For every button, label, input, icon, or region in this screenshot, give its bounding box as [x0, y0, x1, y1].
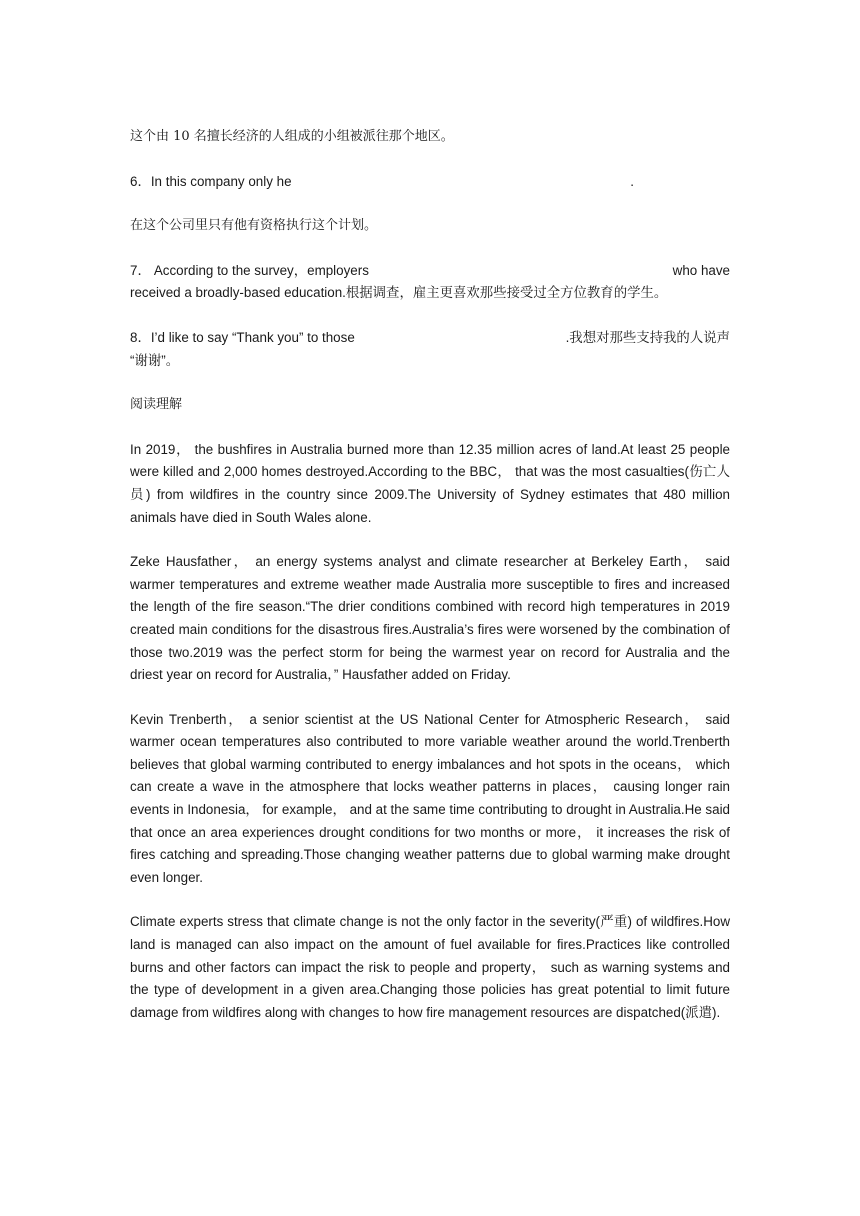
question-6-suffix: .	[630, 173, 634, 189]
passage-paragraph-1: In 2019， the bushfires in Australia burned more than 12.35 million acres of land.At least 25 people were killed and 2,000 homes destroyed.According to the BBC， that was the most casualties(伤亡人员) from wildfires in the country since 2009.The University of Sydney estimates that 480 million animals have died in South Wales alone.	[130, 441, 730, 525]
section-title: 阅读理解	[130, 397, 183, 413]
question-7-prefix: 7． According to the survey，employers	[130, 262, 369, 278]
document-page	[130, 126, 730, 1046]
passage-paragraph-2: Zeke Hausfather， an energy systems analyst and climate researcher at Berkeley Earth， said warmer temperatures and extreme weather made Australia more susceptible to fires and increased the length of the fire season.“The drier conditions combined with record high temperatures in 2019 created main conditions for the disastrous fires.Australia’s fires were worsened by the combination of those two.2019 was the perfect storm for being the warmest year on record for Australia and the driest year on record for Australia，” Hausfather added on Friday.	[130, 554, 730, 683]
question-6-translation: 在这个公司里只有他有资格执行这个计划。	[130, 218, 378, 234]
question-7-suffix: who have	[672, 262, 730, 278]
question-7	[130, 260, 730, 305]
translation-line-team: 这个由 10 名擅长经济的人组成的小组被派往那个地区。	[130, 129, 454, 144]
question-8-prefix: 8．I’d like to say “Thank you” to those	[130, 329, 355, 345]
question-6	[130, 171, 730, 194]
question-8-line2: “谢谢”。	[130, 352, 180, 368]
passage-paragraph-4: Climate experts stress that climate change is not the only factor in the severity(严重) of wildfires.How land is managed can also impact on the amount of fuel available for fires.Practices like controlled burns and other factors can impact the risk to people and property， such as warning systems and the type of development in a given area.Changing those policies has great potential to limit future damage from wildfires along with changes to how fire management resources are dispatched(派遣).	[130, 914, 730, 1020]
passage-paragraph-3: Kevin Trenberth， a senior scientist at the US National Center for Atmospheric Research， said warmer ocean temperatures also contributed to more variable weather around the world.Trenberth believes that global warming contributed to energy imbalances and hot spots in the oceans， which can create a wave in the atmosphere that locks weather patterns in places， causing longer rain events in Indonesia， for example， and at the same time contributing to drought in Australia.He said that once an area experiences drought conditions for two months or more， it increases the risk of fires catching and spreading.Those changing weather patterns due to global warming make drought even longer.	[130, 711, 730, 885]
question-8	[130, 327, 730, 372]
question-8-suffix: .我想对那些支持我的人说声	[565, 329, 730, 345]
question-7-line2: received a broadly-based education.根据调查，雇主更喜欢那些接受过全方位教育的学生。	[130, 285, 668, 301]
question-6-prefix: 6．In this company only he	[130, 173, 292, 189]
